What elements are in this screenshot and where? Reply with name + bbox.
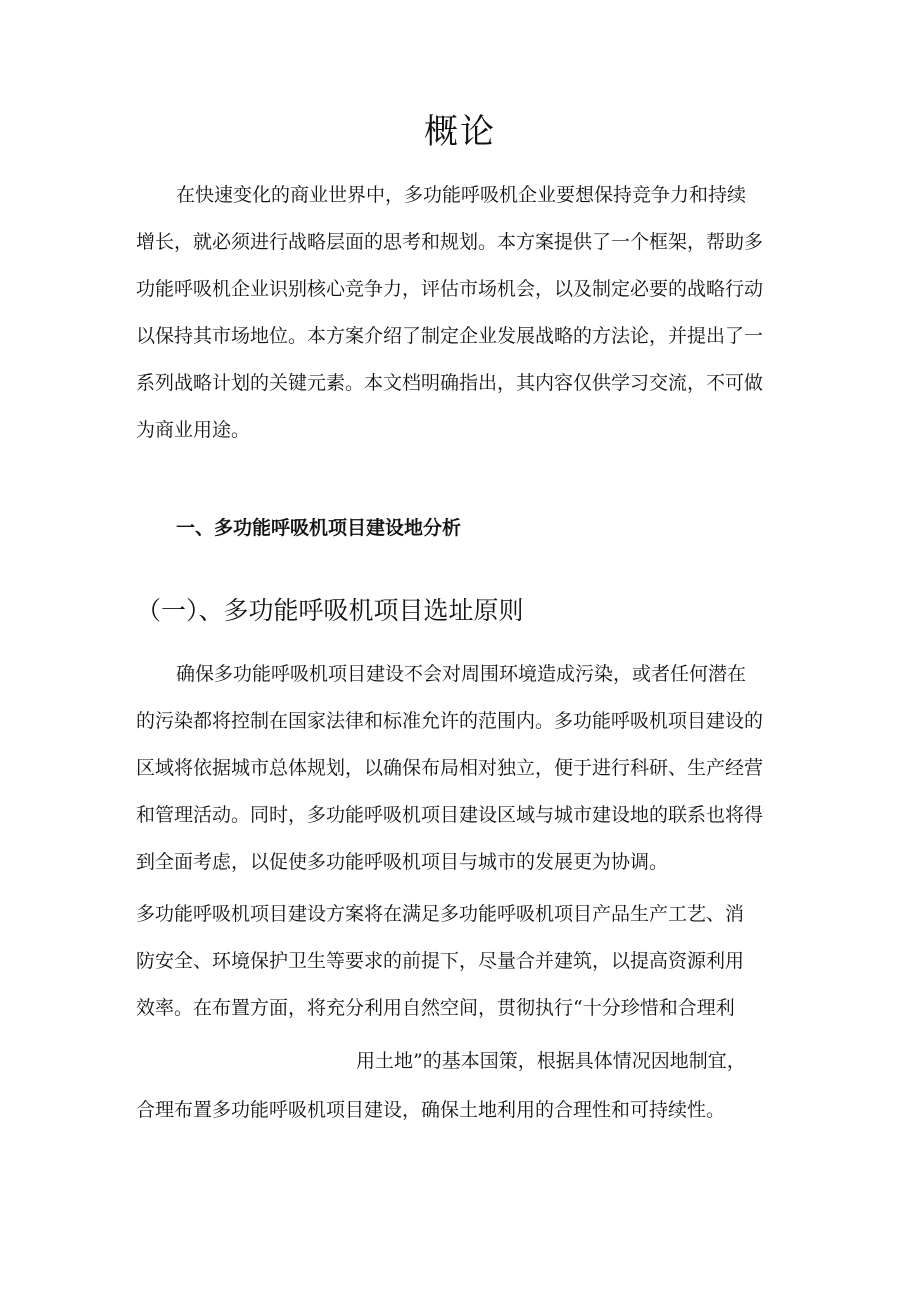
text-line: 功能呼吸机企业识别核心竞争力，评估市场机会，以及制定必要的战略行动 xyxy=(136,278,764,300)
subsection-heading: （一）、多功能呼吸机项目选址原则 xyxy=(136,596,524,625)
text-line: 为商业用途。 xyxy=(136,419,251,441)
text-line: 和管理活动。同时，多功能呼吸机项目建设区域与城市建设地的联系也将得 xyxy=(136,804,764,826)
text-line: 增长，就必须进行战略层面的思考和规划。本方案提供了一个框架，帮助多 xyxy=(136,231,764,253)
text-line-centered: 用土地”的基本国策，根据具体情况因地制宜， xyxy=(356,1050,746,1072)
text-line: 多功能呼吸机项目建设方案将在满足多功能呼吸机项目产品生产工艺、消 xyxy=(136,903,745,925)
text-line: 区域将依据城市总体规划，以确保布局相对独立，便于进行科研、生产经营 xyxy=(136,757,764,779)
text-line: 的污染都将控制在国家法律和标准允许的范围内。多功能呼吸机项目建设的 xyxy=(136,710,764,732)
text-line: 系列战略计划的关键元素。本文档明确指出，其内容仅供学习交流，不可做 xyxy=(136,372,764,394)
text-line: 确保多功能呼吸机项目建设不会对周围环境造成污染，或者任何潜在 xyxy=(176,663,747,685)
text-line: 到全面考虑，以促使多功能呼吸机项目与城市的发展更为协调。 xyxy=(136,851,669,873)
section-heading: 一、多功能呼吸机项目建设地分析 xyxy=(176,517,462,539)
body-paragraph-2 xyxy=(136,891,792,1032)
text-line: 防安全、环境保护卫生等要求的前提下，尽量合并建筑，以提高资源利用 xyxy=(136,950,745,972)
text-line-final: 合理布置多功能呼吸机项目建设，确保土地利用的合理性和可持续性。 xyxy=(136,1099,726,1121)
page-title: 概论 xyxy=(424,112,496,152)
text-line: 效率。在布置方面，将充分利用自然空间，贯彻执行“十分珍惜和合理利 xyxy=(136,997,735,1019)
body-paragraph-1 xyxy=(136,651,792,886)
text-line: 以保持其市场地位。本方案介绍了制定企业发展战略的方法论，并提出了一 xyxy=(136,325,764,347)
text-line: 在快速变化的商业世界中，多功能呼吸机企业要想保持竞争力和持续 xyxy=(176,184,747,206)
intro-paragraph xyxy=(136,172,792,454)
